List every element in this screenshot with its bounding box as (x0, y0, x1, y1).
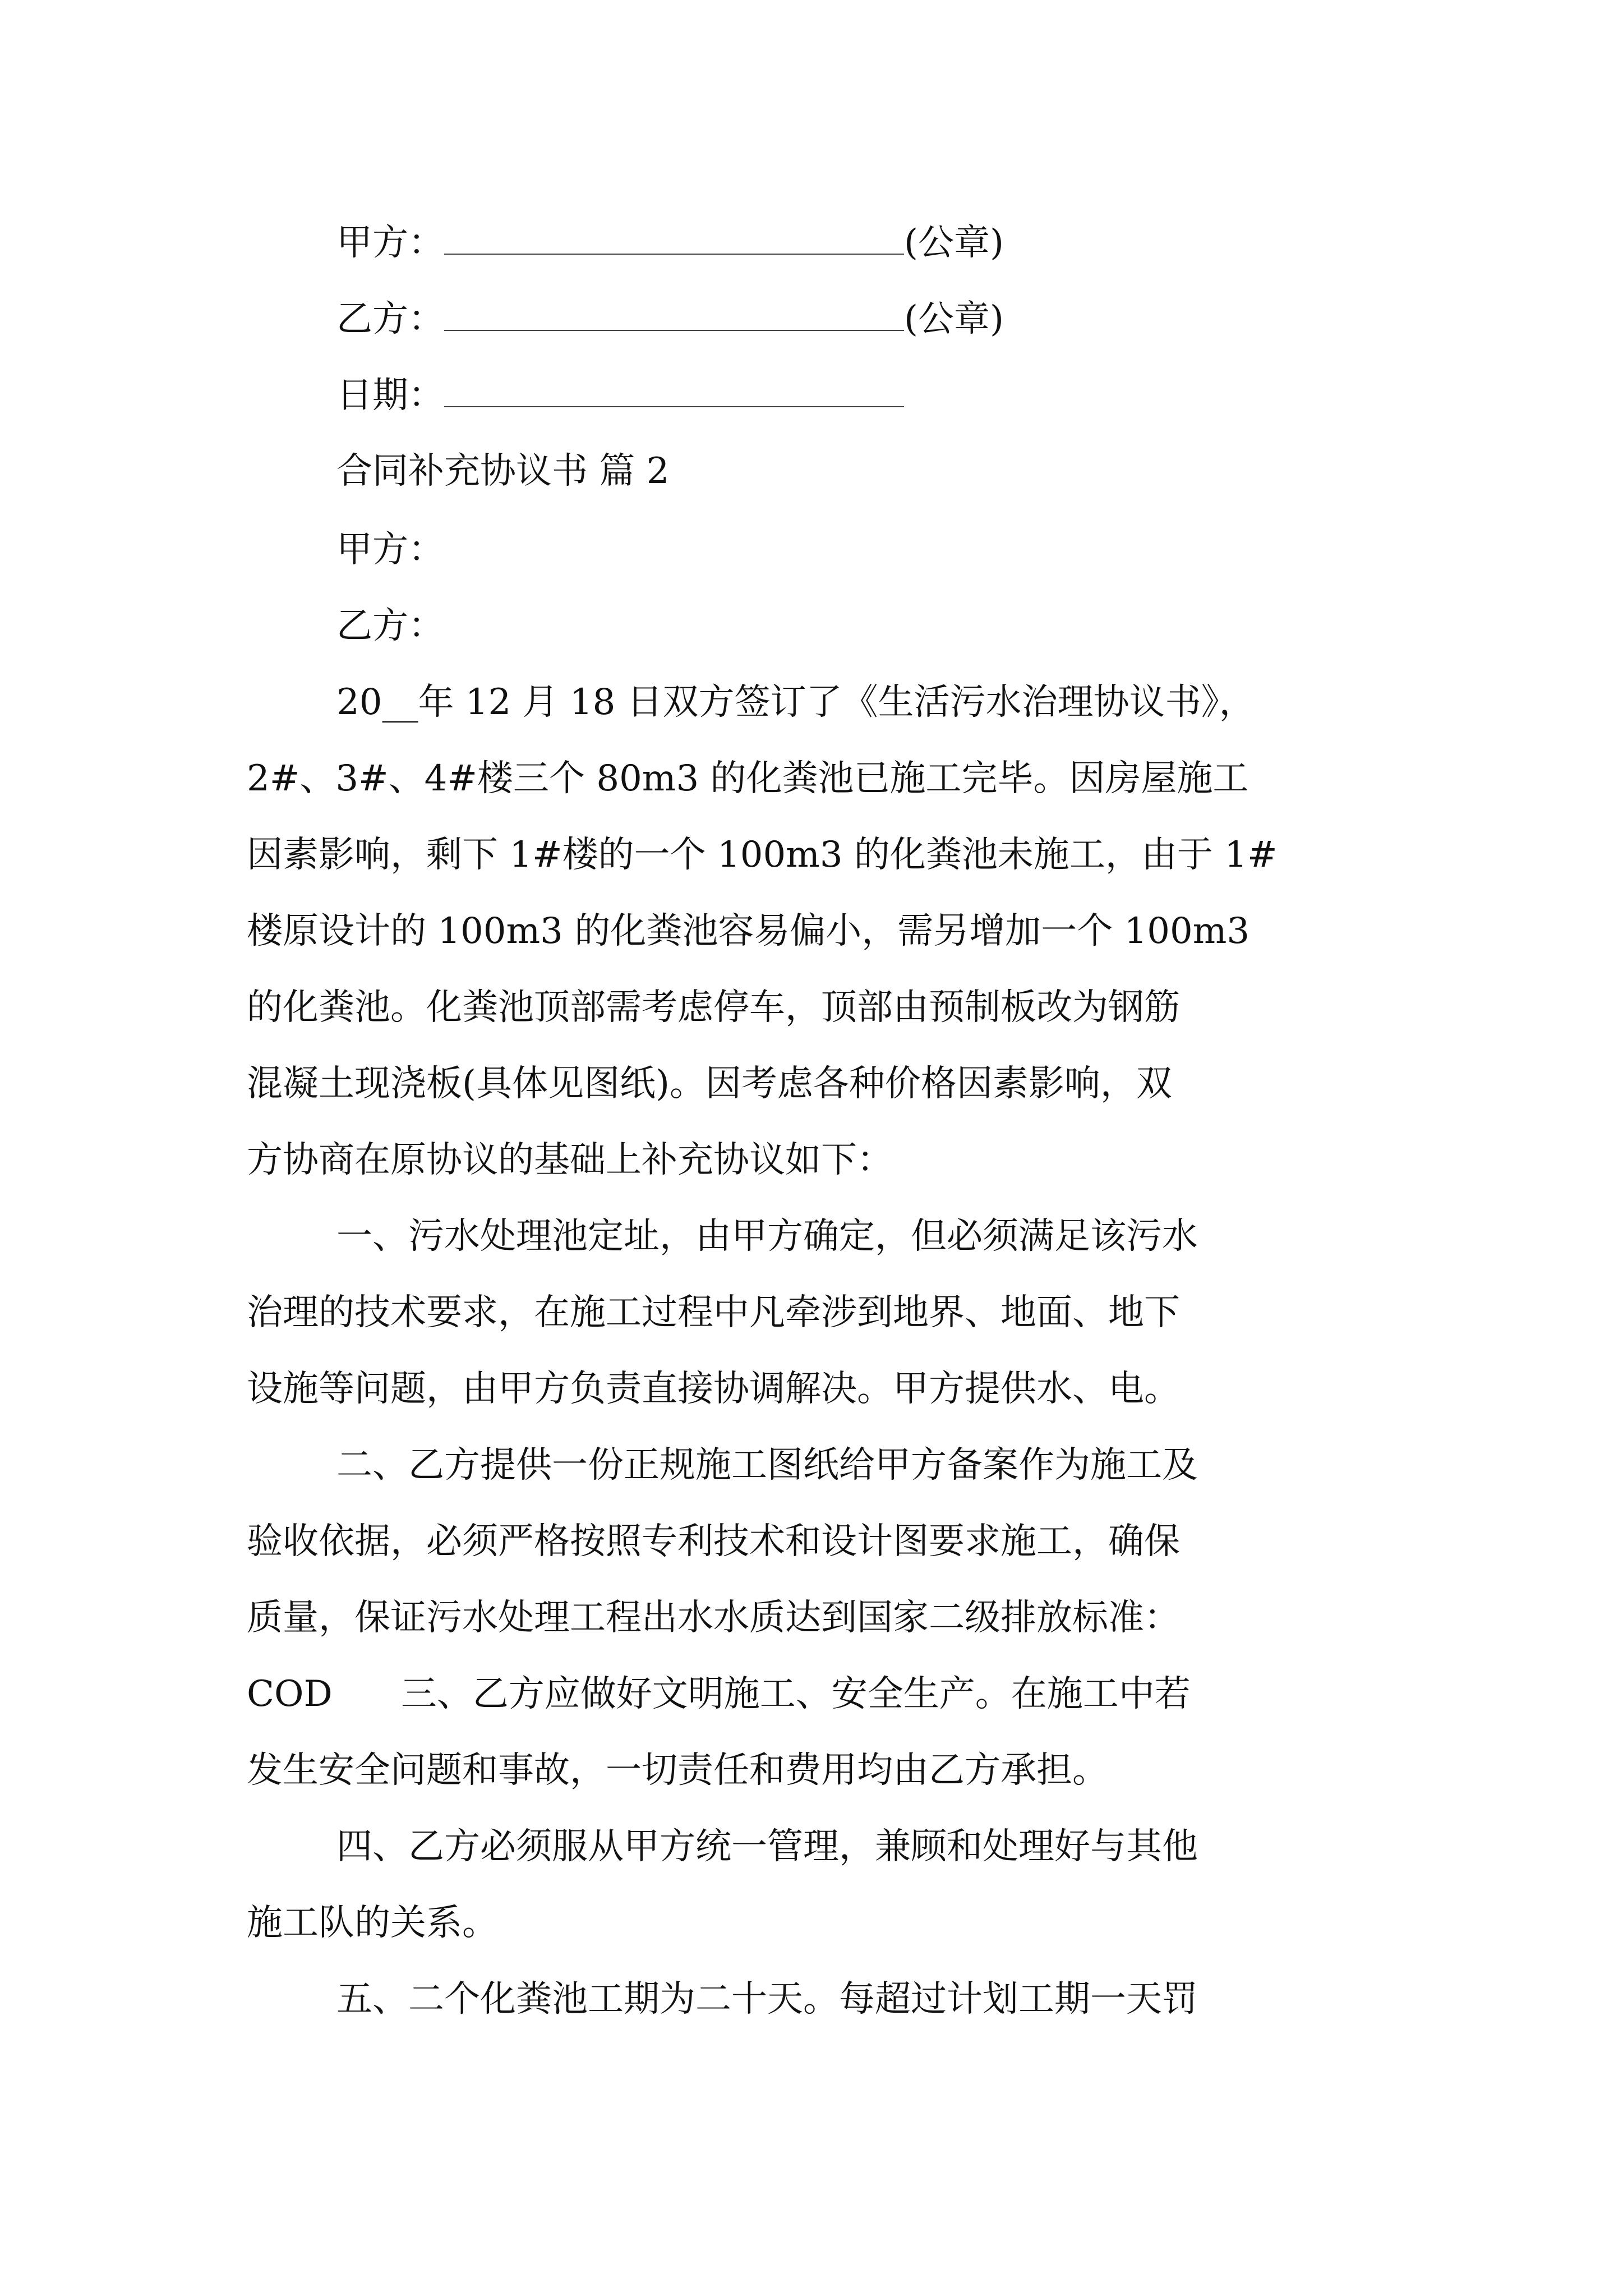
date-label: 日期： (336, 375, 444, 416)
party-b-signature-line (336, 296, 1004, 341)
intro-line: 的化粪池。化粪池顶部需考虑停车，顶部由预制板改为钢筋 (247, 987, 1180, 1028)
clause-2-line: 质量，保证污水处理工程出水水质达到国家二级排放标准： (247, 1597, 1180, 1639)
party-a-signature-line (336, 220, 1004, 265)
intro-line: 因素影响，剩下 1#楼的一个 100m3 的化粪池未施工，由于 1# (247, 834, 1278, 876)
party-a-label: 甲方： (336, 529, 444, 570)
party-b-signature-blank[interactable] (444, 296, 904, 331)
intro-line: 20__年 12 月 18 日双方签订了《生活污水治理协议书》， (336, 682, 1255, 723)
section-title: 合同补充协议书 篇 2 (336, 450, 670, 492)
date-line (336, 372, 904, 417)
party-b-seal-note: (公章) (904, 298, 1004, 340)
clause-2-line: 验收依据，必须严格按照专利技术和设计图要求施工，确保 (247, 1521, 1180, 1562)
clause-2-line: 二、乙方提供一份正规施工图纸给甲方备案作为施工及 (336, 1444, 1198, 1486)
clause-4-line: 四、乙方必须服从甲方统一管理，兼顾和处理好与其他 (336, 1826, 1198, 1867)
clause-4-line: 施工队的关系。 (247, 1902, 498, 1944)
party-b-signature-label: 乙方： (336, 298, 444, 340)
date-blank[interactable] (444, 372, 904, 407)
clause-1-line: 一、污水处理池定址，由甲方确定，但必须满足该污水 (336, 1216, 1198, 1257)
party-a-signature-blank[interactable] (444, 220, 904, 255)
clause-3-line: 发生安全问题和事故，一切责任和费用均由乙方承担。 (247, 1750, 1108, 1791)
party-b-label: 乙方： (336, 605, 444, 647)
intro-line: 2#、3#、4#楼三个 80m3 的化粪池已施工完毕。因房屋施工 (247, 758, 1249, 799)
intro-line: 混凝土现浇板(具体见图纸)。因考虑各种价格因素影响，双 (247, 1063, 1172, 1105)
clause-1-line: 治理的技术要求，在施工过程中凡牵涉到地界、地面、地下 (247, 1292, 1180, 1333)
clause-5-line: 五、二个化粪池工期为二十天。每超过计划工期一天罚 (336, 1978, 1198, 2020)
party-a-signature-label: 甲方： (336, 222, 444, 264)
clause-3-line: COD 三、乙方应做好文明施工、安全生产。在施工中若 (247, 1673, 1191, 1715)
party-a-seal-note: (公章) (904, 222, 1004, 264)
clause-1-line: 设施等问题，由甲方负责直接协调解决。甲方提供水、电。 (247, 1368, 1180, 1410)
intro-line: 方协商在原协议的基础上补充协议如下： (247, 1139, 893, 1181)
intro-line: 楼原设计的 100m3 的化粪池容易偏小，需另增加一个 100m3 (247, 910, 1250, 952)
